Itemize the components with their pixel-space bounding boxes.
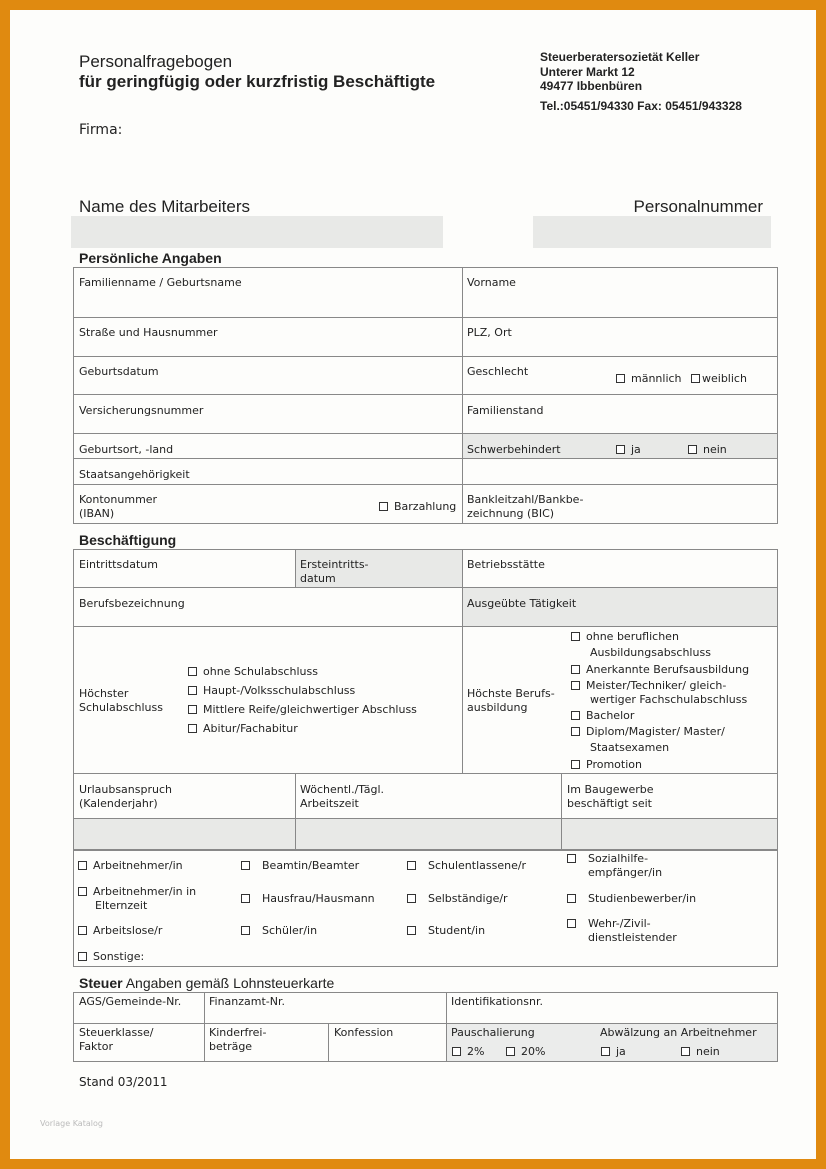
checkbox-label: Selbständige/r: [428, 892, 508, 905]
label-geschlecht: Geschlecht: [467, 365, 529, 378]
checkbox-label: nein: [703, 443, 727, 456]
checkbox-icon[interactable]: [571, 632, 580, 641]
label-familienstand: Familienstand: [467, 404, 544, 417]
label-staatsangehoerigkeit: Staatsangehörigkeit: [79, 468, 190, 481]
label-pauschalierung: Pauschalierung: [451, 1026, 535, 1039]
checkbox-wehrdienst[interactable]: [567, 917, 651, 931]
label-geburtsort: Geburtsort, -land: [79, 443, 174, 456]
checkbox-icon[interactable]: [571, 665, 580, 674]
label-eintrittsdatum: Eintrittsdatum: [79, 558, 158, 571]
checkbox-icon[interactable]: [567, 854, 576, 863]
checkbox-label: Beamtin/Beamter: [262, 859, 360, 872]
label-baugewerbe-2: beschäftigt seit: [567, 797, 652, 810]
office-name: Steuerberatersozietät Keller: [540, 50, 700, 64]
checkbox-maennlich[interactable]: [616, 372, 682, 386]
label-berufsausbildung-2: ausbildung: [467, 701, 528, 714]
checkbox-label: Sonstige:: [93, 950, 145, 963]
checkbox-label: männlich: [631, 372, 682, 385]
checkbox-label: Arbeitnehmer/in: [93, 859, 183, 872]
checkbox-icon[interactable]: [78, 861, 87, 870]
checkbox-schwerbehindert-ja[interactable]: [616, 443, 641, 457]
checkbox-label: 20%: [521, 1045, 546, 1058]
label-finanzamt: Finanzamt-Nr.: [209, 995, 286, 1008]
checkbox-icon[interactable]: [571, 760, 580, 769]
name-label: Name des Mitarbeiters: [79, 197, 251, 216]
label-konfession: Konfession: [334, 1026, 394, 1039]
label-ersteintritt: Ersteintritts-: [300, 558, 369, 571]
row-divider: [73, 1023, 778, 1024]
label-schwerbehindert: Schwerbehindert: [467, 443, 561, 456]
checkbox-label: Anerkannte Berufsausbildung: [586, 663, 750, 676]
checkbox-label: ja: [631, 443, 641, 456]
checkbox-icon[interactable]: [188, 667, 197, 676]
row-divider: [73, 587, 778, 588]
label-identifikation: Identifikationsnr.: [451, 995, 543, 1008]
checkbox-icon[interactable]: [379, 502, 388, 511]
form-subtitle: für geringfügig oder kurzfristig Beschäftigte: [79, 72, 436, 91]
label-versicherungsnummer: Versicherungsnummer: [79, 404, 204, 417]
col-divider: [328, 1023, 329, 1062]
firma-label: Firma:: [79, 122, 123, 138]
checkbox-icon[interactable]: [571, 727, 580, 736]
checkbox-label: Schüler/in: [262, 924, 318, 937]
name-field[interactable]: [71, 216, 443, 248]
checkbox-label: ja: [616, 1045, 626, 1058]
checkbox-icon[interactable]: [571, 681, 580, 690]
checkbox-beamter[interactable]: [241, 859, 359, 873]
checkbox-label: Haupt-/Volksschulabschluss: [203, 684, 356, 697]
label-ersteintritt-2: datum: [300, 572, 336, 585]
label-bankleitzahl: Bankleitzahl/Bankbe-: [467, 493, 584, 506]
checkbox-label: Abitur/Fachabitur: [203, 722, 298, 735]
row-divider: [73, 626, 778, 627]
section-steuer-rest: Angaben gemäß Lohnsteuerkarte: [122, 975, 335, 991]
checkbox-label: nein: [696, 1045, 720, 1058]
checkbox-weiblich[interactable]: [691, 372, 747, 386]
checkbox-selbstaendige[interactable]: [407, 892, 508, 906]
label-kinderfreibetraege-2: beträge: [209, 1040, 253, 1053]
checkbox-label-cont: wertiger Fachschulabschluss: [590, 693, 748, 706]
checkbox-pausch-20[interactable]: [506, 1045, 545, 1059]
checkbox-arbeitslos[interactable]: [78, 924, 162, 938]
watermark: Vorlage Katalog: [40, 1119, 103, 1128]
checkbox-schwerbehindert-nein[interactable]: [688, 443, 727, 457]
col-divider: [446, 992, 447, 1062]
checkbox-icon[interactable]: [241, 926, 250, 935]
checkbox-icon[interactable]: [567, 919, 576, 928]
checkbox-icon[interactable]: [188, 686, 197, 695]
col-divider: [295, 549, 296, 587]
row-divider: [73, 433, 778, 434]
label-strasse: Straße und Hausnummer: [79, 326, 218, 339]
checkbox-icon[interactable]: [571, 711, 580, 720]
checkbox-icon[interactable]: [407, 861, 416, 870]
checkbox-label-cont: empfänger/in: [588, 866, 663, 879]
row-divider: [73, 356, 778, 357]
checkbox-icon[interactable]: [78, 926, 87, 935]
row-divider: [73, 394, 778, 395]
label-berufsbezeichnung: Berufsbezeichnung: [79, 597, 185, 610]
checkbox-promotion[interactable]: [571, 758, 642, 772]
label-abwaelzung: Abwälzung an Arbeitnehmer: [600, 1026, 757, 1039]
col-divider: [561, 773, 562, 850]
label-arbeitszeit-2: Arbeitszeit: [300, 797, 359, 810]
checkbox-abwaelzung-ja[interactable]: [601, 1045, 626, 1059]
checkbox-label: Schulentlassene/r: [428, 859, 527, 872]
checkbox-sonstige[interactable]: [78, 950, 144, 964]
checkbox-abitur[interactable]: [188, 722, 298, 736]
checkbox-label-cont: Ausbildungsabschluss: [590, 646, 711, 659]
row-divider: [73, 484, 778, 485]
form-page: [10, 10, 816, 1159]
checkbox-schueler[interactable]: [241, 924, 317, 938]
checkbox-label: Mittlere Reife/gleichwertiger Abschluss: [203, 703, 417, 716]
checkbox-icon[interactable]: [688, 445, 697, 454]
checkbox-label: Hausfrau/Hausmann: [262, 892, 375, 905]
checkbox-label: Barzahlung: [394, 500, 457, 513]
checkbox-ohne-ausbildung[interactable]: [571, 630, 679, 644]
label-faktor: Faktor: [79, 1040, 113, 1053]
checkbox-label: Studienbewerber/in: [588, 892, 697, 905]
label-ausgeuebte: Ausgeübte Tätigkeit: [467, 597, 577, 610]
row-divider: [73, 773, 778, 774]
label-betriebsstaette: Betriebsstätte: [467, 558, 545, 571]
col-divider: [295, 773, 296, 850]
checkbox-icon[interactable]: [616, 445, 625, 454]
personalnummer-field[interactable]: [533, 216, 771, 248]
col-divider: [204, 992, 205, 1062]
checkbox-berufsausbildung[interactable]: [571, 663, 749, 677]
office-street: Unterer Markt 12: [540, 65, 635, 79]
checkbox-mittlere-reife[interactable]: [188, 703, 417, 717]
checkbox-label-cont: Staatsexamen: [590, 741, 670, 754]
checkbox-schulentlassene[interactable]: [407, 859, 526, 873]
checkbox-hausfrau[interactable]: [241, 892, 375, 906]
label-baugewerbe: Im Baugewerbe: [567, 783, 654, 796]
checkbox-barzahlung[interactable]: [379, 500, 456, 514]
section-beschaeftigung: Beschäftigung: [79, 532, 177, 548]
office-contact: Tel.:05451/94330 Fax: 05451/943328: [540, 99, 742, 113]
label-schulabschluss-2: Schulabschluss: [79, 701, 163, 714]
checkbox-meister[interactable]: [571, 679, 726, 693]
label-plz: PLZ, Ort: [467, 326, 512, 339]
checkbox-icon[interactable]: [188, 705, 197, 714]
checkbox-label: Arbeitslose/r: [93, 924, 163, 937]
section-steuer-bold: Steuer: [79, 975, 123, 991]
label-urlaub-2: (Kalenderjahr): [79, 797, 158, 810]
personalnummer-label: Personalnummer: [633, 197, 763, 216]
checkbox-pausch-2[interactable]: [452, 1045, 484, 1059]
checkbox-hauptschule[interactable]: [188, 684, 355, 698]
checkbox-label: Meister/Techniker/ gleich-: [586, 679, 727, 692]
checkbox-icon[interactable]: [616, 374, 625, 383]
label-geburtsdatum: Geburtsdatum: [79, 365, 159, 378]
checkbox-icon[interactable]: [601, 1047, 610, 1056]
checkbox-label: Promotion: [586, 758, 642, 771]
checkbox-label: Bachelor: [586, 709, 635, 722]
checkbox-icon[interactable]: [567, 894, 576, 903]
checkbox-icon[interactable]: [78, 952, 87, 961]
checkbox-icon[interactable]: [407, 926, 416, 935]
checkbox-studienbewerber[interactable]: [567, 892, 696, 906]
checkbox-label: Wehr-/Zivil-: [588, 917, 651, 930]
col-divider: [462, 267, 463, 524]
label-familienname: Familienname / Geburtsname: [79, 276, 242, 289]
section-personal: Persönliche Angaben: [79, 250, 222, 266]
checkbox-icon[interactable]: [78, 887, 87, 896]
row-divider: [73, 818, 778, 819]
row-divider: [73, 458, 778, 459]
label-steuerklasse: Steuerklasse/: [79, 1026, 154, 1039]
checkbox-label: weiblich: [702, 372, 747, 385]
checkbox-sozialhilfe[interactable]: [567, 852, 648, 866]
checkbox-elternzeit[interactable]: [78, 885, 196, 899]
checkbox-icon[interactable]: [691, 374, 700, 383]
checkbox-icon[interactable]: [241, 861, 250, 870]
checkbox-label: Sozialhilfe-: [588, 852, 649, 865]
label-vorname: Vorname: [467, 276, 516, 289]
checkbox-bachelor[interactable]: [571, 709, 634, 723]
checkbox-icon[interactable]: [241, 894, 250, 903]
checkbox-arbeitnehmer[interactable]: [78, 859, 183, 873]
checkbox-label-cont: Elternzeit: [95, 899, 148, 912]
row-divider: [73, 317, 778, 318]
col-divider: [462, 549, 463, 773]
label-schulabschluss: Höchster: [79, 687, 129, 700]
label-berufsausbildung: Höchste Berufs-: [467, 687, 555, 700]
label-arbeitszeit: Wöchentl./Tägl.: [300, 783, 385, 796]
label-bic: zeichnung (BIC): [467, 507, 555, 520]
office-city: 49477 Ibbenbüren: [540, 79, 643, 93]
personal-table: [73, 267, 778, 524]
checkbox-icon[interactable]: [407, 894, 416, 903]
stand-label: Stand 03/2011: [79, 1075, 168, 1089]
label-ags: AGS/Gemeinde-Nr.: [79, 995, 182, 1008]
checkbox-label-cont: dienstleistender: [588, 931, 677, 944]
checkbox-icon[interactable]: [506, 1047, 515, 1056]
form-title: Personalfragebogen: [79, 52, 233, 71]
checkbox-diplom[interactable]: [571, 725, 725, 739]
label-kontonummer: Kontonummer: [79, 493, 158, 506]
checkbox-icon[interactable]: [452, 1047, 461, 1056]
checkbox-icon[interactable]: [188, 724, 197, 733]
checkbox-label: ohne Schulabschluss: [203, 665, 318, 678]
checkbox-ohne-schulabschluss[interactable]: [188, 665, 318, 679]
checkbox-label: Student/in: [428, 924, 486, 937]
checkbox-label: Arbeitnehmer/in in: [93, 885, 197, 898]
label-urlaub: Urlaubsanspruch: [79, 783, 172, 796]
checkbox-abwaelzung-nein[interactable]: [681, 1045, 720, 1059]
checkbox-label: Diplom/Magister/ Master/: [586, 725, 725, 738]
label-iban: (IBAN): [79, 507, 115, 520]
checkbox-icon[interactable]: [681, 1047, 690, 1056]
checkbox-student[interactable]: [407, 924, 485, 938]
section-steuer: [79, 975, 334, 991]
checkbox-label: 2%: [467, 1045, 485, 1058]
checkbox-label: ohne beruflichen: [586, 630, 679, 643]
label-kinderfreibetraege: Kinderfrei-: [209, 1026, 267, 1039]
